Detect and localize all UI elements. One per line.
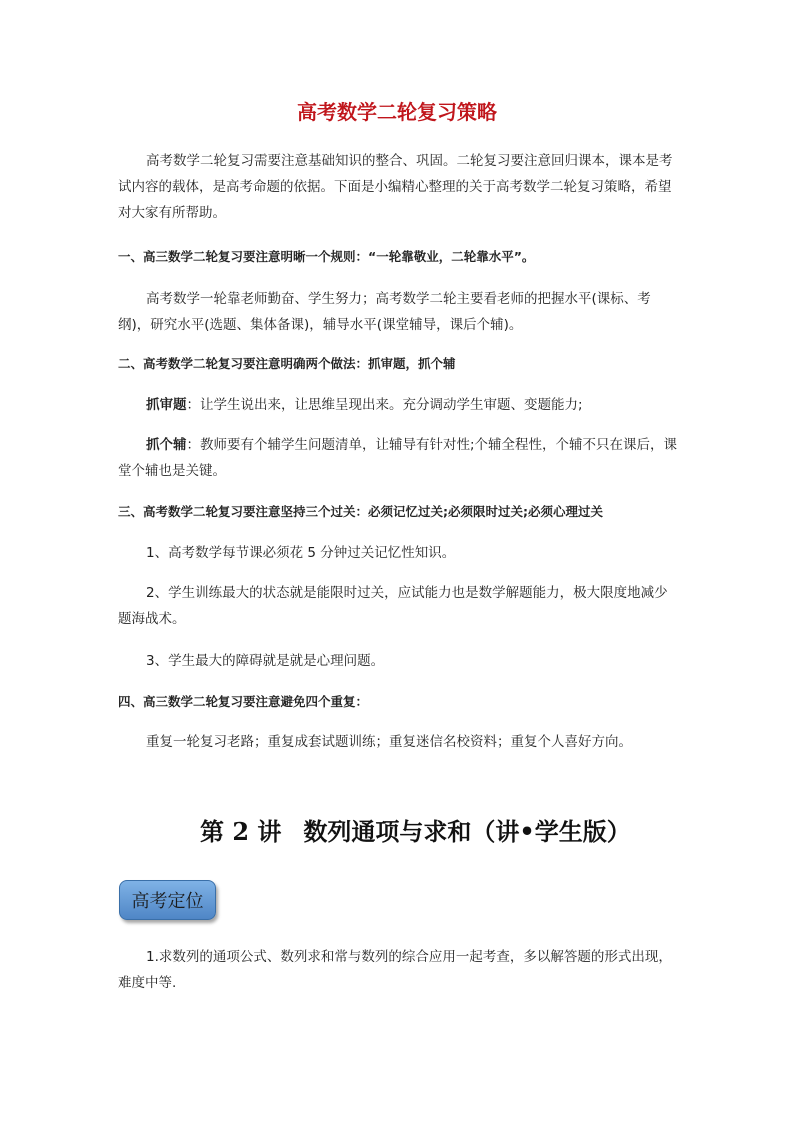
section1-heading: 一、高三数学二轮复习要注意明晰一个规则：“一轮靠敬业，二轮靠水平”。 [118, 249, 535, 264]
section2-item1-text: ：让学生说出来，让思维呈现出来。充分调动学生审题、变题能力; [186, 397, 583, 413]
lecture-name: 数列通项与求和（讲•学生版） [303, 817, 631, 846]
section2-item2 [118, 432, 678, 484]
section2-item1 [118, 392, 678, 418]
lecture-title [200, 812, 720, 847]
intro-paragraph: 高考数学二轮复习需要注意基础知识的整合、巩固。二轮复习要注意回归课本，课本是考试内容的载体，是高考命题的依据。下面是小编精心整理的关于高考数学二轮复习策略，希望对大家有所帮助。 [118, 153, 673, 221]
section3-heading: 三、高考数学二轮复习要注意坚持三个过关：必须记忆过关;必须限时过关;必须心理过关 [118, 504, 603, 519]
section2-item2-text: ：教师要有个辅学生问题清单，让辅导有针对性;个辅全程性，个辅不只在课后，课堂个辅也是关键。 [118, 437, 678, 479]
lecture-number: 第 2 讲 [200, 817, 282, 846]
section3-item1: 1、高考数学每节课必须花 5 分钟过关记忆性知识。 [146, 545, 456, 561]
section3-item3: 3、学生最大的障碍就是就是心理问题。 [146, 653, 385, 669]
section3-item2: 2、学生训练最大的状态就是能限时过关，应试能力也是数学解题能力，极大限度地减少题海战术。 [118, 585, 668, 627]
page-title: 高考数学二轮复习策略 [297, 100, 497, 124]
position-paragraph: 1.求数列的通项公式、数列求和常与数列的综合应用一起考查，多以解答题的形式出现，难度中等. [118, 949, 672, 991]
section2-heading: 二、高考数学二轮复习要注意明确两个做法：抓审题，抓个辅 [118, 356, 456, 371]
section2-item2-lead: 抓个辅 [146, 437, 187, 453]
section2-item1-lead: 抓审题 [146, 397, 187, 413]
section-badge: 高考定位 [119, 880, 216, 920]
section4-heading: 四、高三数学二轮复习要注意避免四个重复： [118, 694, 369, 709]
section1-body: 高考数学一轮靠老师勤奋、学生努力；高考数学二轮主要看老师的把握水平(课标、考纲)，研究水平(选题、集体备课)，辅导水平(课堂辅导，课后个辅)。 [118, 291, 651, 333]
section4-body: 重复一轮复习老路；重复成套试题训练；重复迷信名校资料；重复个人喜好方向。 [146, 734, 632, 750]
